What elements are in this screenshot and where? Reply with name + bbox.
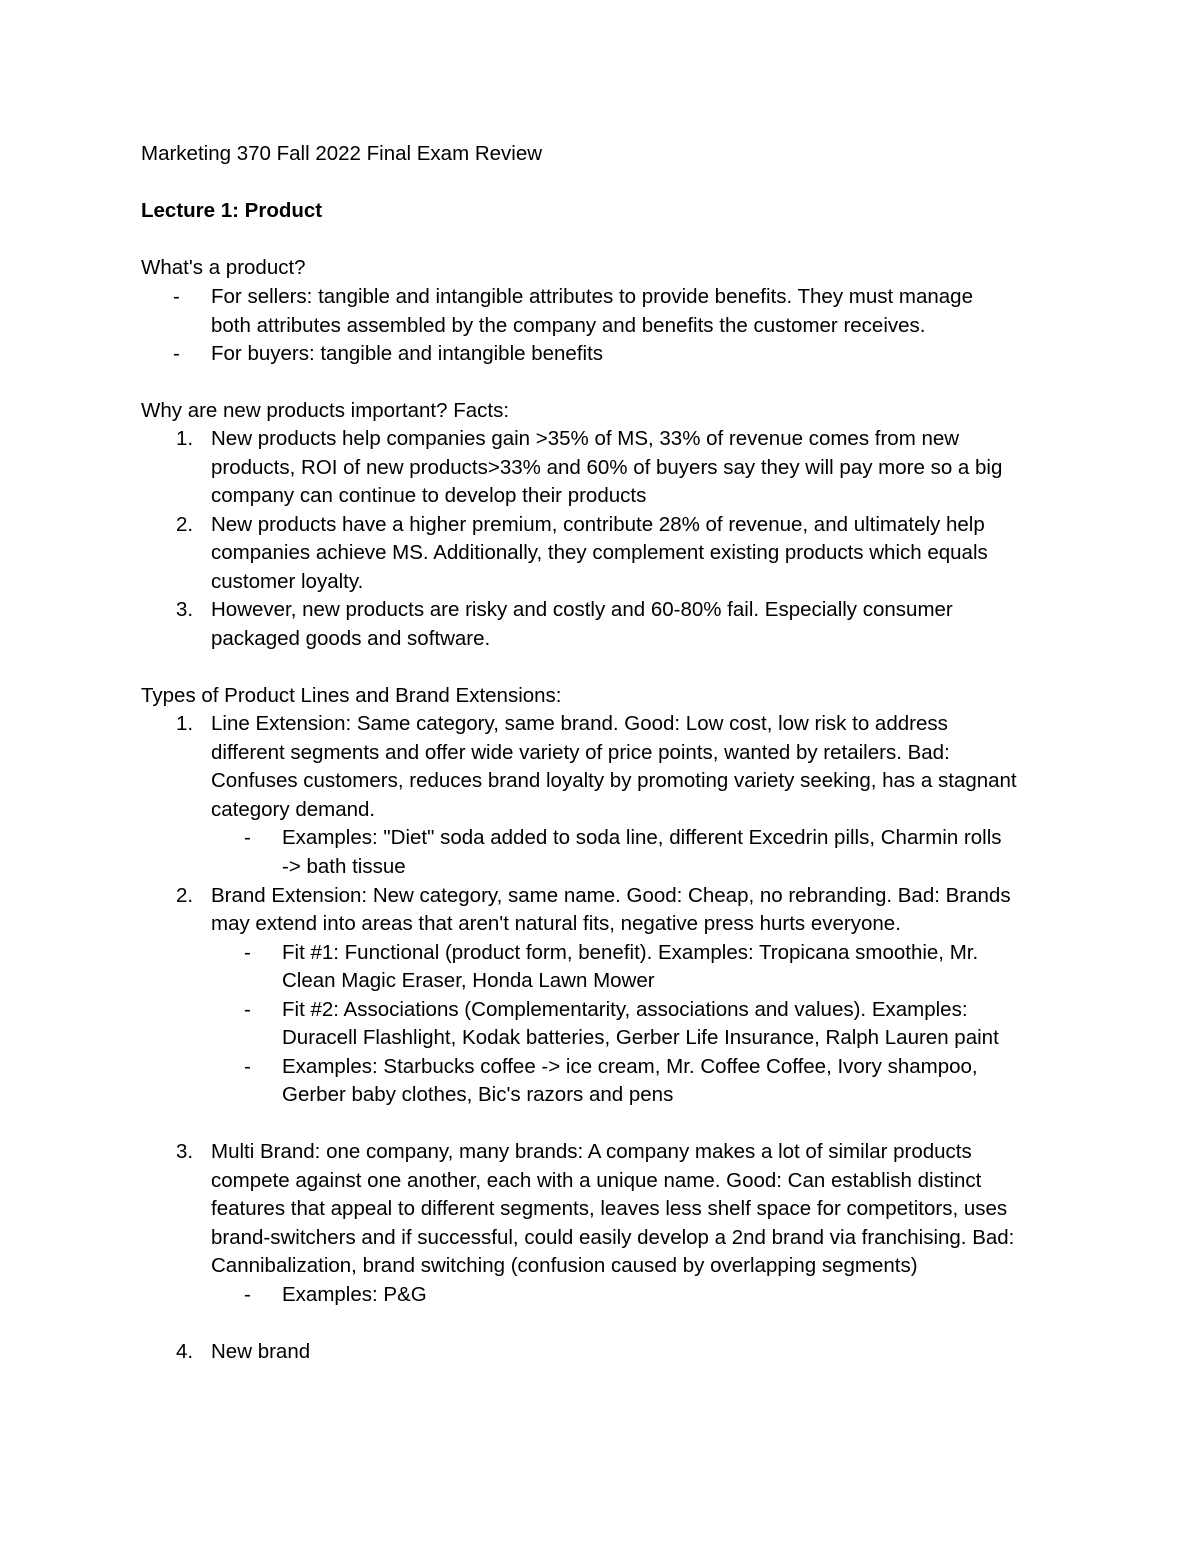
list-number: 1.	[176, 427, 194, 450]
list-item-line: both attributes assembled by the company and benefits the customer receives.	[211, 314, 926, 337]
sub-item-line: Examples: P&G	[282, 1283, 427, 1306]
list-number: 2.	[176, 884, 194, 907]
sub-bullet: -	[244, 1283, 251, 1306]
sub-item-line: Fit #1: Functional (product form, benefit). Examples: Tropicana smoothie, Mr.	[282, 941, 979, 964]
list-item-line: compete against one another, each with a unique name. Good: Can establish distinct	[211, 1169, 982, 1192]
sub-item-line: -> bath tissue	[282, 855, 406, 878]
list-number: 3.	[176, 598, 194, 621]
sub-bullet: -	[244, 826, 251, 849]
sub-item-line: Clean Magic Eraser, Honda Lawn Mower	[282, 969, 655, 992]
list-item-line: However, new products are risky and costly and 60-80% fail. Especially consumer	[211, 598, 953, 621]
list-number: 1.	[176, 712, 194, 735]
list-number: 2.	[176, 513, 194, 536]
sub-item-line: Examples: "Diet" soda added to soda line, different Excedrin pills, Charmin rolls	[282, 826, 1002, 849]
question-heading: What's a product?	[141, 256, 306, 279]
list-item-line: customer loyalty.	[211, 570, 364, 593]
sub-item-line: Fit #2: Associations (Complementarity, associations and values). Examples:	[282, 998, 968, 1021]
sub-item-line: Examples: Starbucks coffee -> ice cream, Mr. Coffee Coffee, Ivory shampoo,	[282, 1055, 978, 1078]
list-item-line: New products have a higher premium, contribute 28% of revenue, and ultimately help	[211, 513, 985, 536]
list-number: 3.	[176, 1140, 194, 1163]
question-heading: Why are new products important? Facts:	[141, 399, 510, 422]
sub-bullet: -	[244, 1055, 251, 1078]
list-item-line: products, ROI of new products>33% and 60% of buyers say they will pay more so a big	[211, 456, 1003, 479]
sub-item-line: Duracell Flashlight, Kodak batteries, Gerber Life Insurance, Ralph Lauren paint	[282, 1026, 999, 1049]
list-item-line: features that appeal to different segments, leaves less shelf space for competitors, uses	[211, 1197, 1008, 1220]
sub-item-line: Gerber baby clothes, Bic's razors and pens	[282, 1083, 674, 1106]
sub-bullet: -	[244, 998, 251, 1021]
list-item-line: company can continue to develop their products	[211, 484, 647, 507]
document-title: Marketing 370 Fall 2022 Final Exam Review	[141, 142, 543, 165]
lecture-heading: Lecture 1: Product	[141, 199, 323, 222]
sub-bullet: -	[244, 941, 251, 964]
list-item-line: New products help companies gain >35% of MS, 33% of revenue comes from new	[211, 427, 960, 450]
list-bullet: -	[173, 342, 180, 365]
list-item-line: companies achieve MS. Additionally, they complement existing products which equals	[211, 541, 988, 564]
list-item-line: New brand	[211, 1340, 311, 1363]
list-item-line: For buyers: tangible and intangible benefits	[211, 342, 604, 365]
list-item-line: packaged goods and software.	[211, 627, 491, 650]
list-item-line: Multi Brand: one company, many brands: A company makes a lot of similar products	[211, 1140, 972, 1163]
list-item-line: different segments and offer wide variety of price points, wanted by retailers. Bad:	[211, 741, 950, 764]
list-item-line: brand-switchers and if successful, could easily develop a 2nd brand via franchising. Bad:	[211, 1226, 1015, 1249]
list-item-line: For sellers: tangible and intangible attributes to provide benefits. They must manage	[211, 285, 973, 308]
list-item-line: Cannibalization, brand switching (confusion caused by overlapping segments)	[211, 1254, 918, 1277]
list-bullet: -	[173, 285, 180, 308]
list-item-line: category demand.	[211, 798, 376, 821]
list-item-line: Confuses customers, reduces brand loyalty by promoting variety seeking, has a stagnant	[211, 769, 1017, 792]
list-number: 4.	[176, 1340, 194, 1363]
question-heading: Types of Product Lines and Brand Extensions:	[141, 684, 562, 707]
list-item-line: Line Extension: Same category, same brand. Good: Low cost, low risk to address	[211, 712, 948, 735]
list-item-line: Brand Extension: New category, same name. Good: Cheap, no rebranding. Bad: Brands	[211, 884, 1011, 907]
list-item-line: may extend into areas that aren't natural fits, negative press hurts everyone.	[211, 912, 901, 935]
